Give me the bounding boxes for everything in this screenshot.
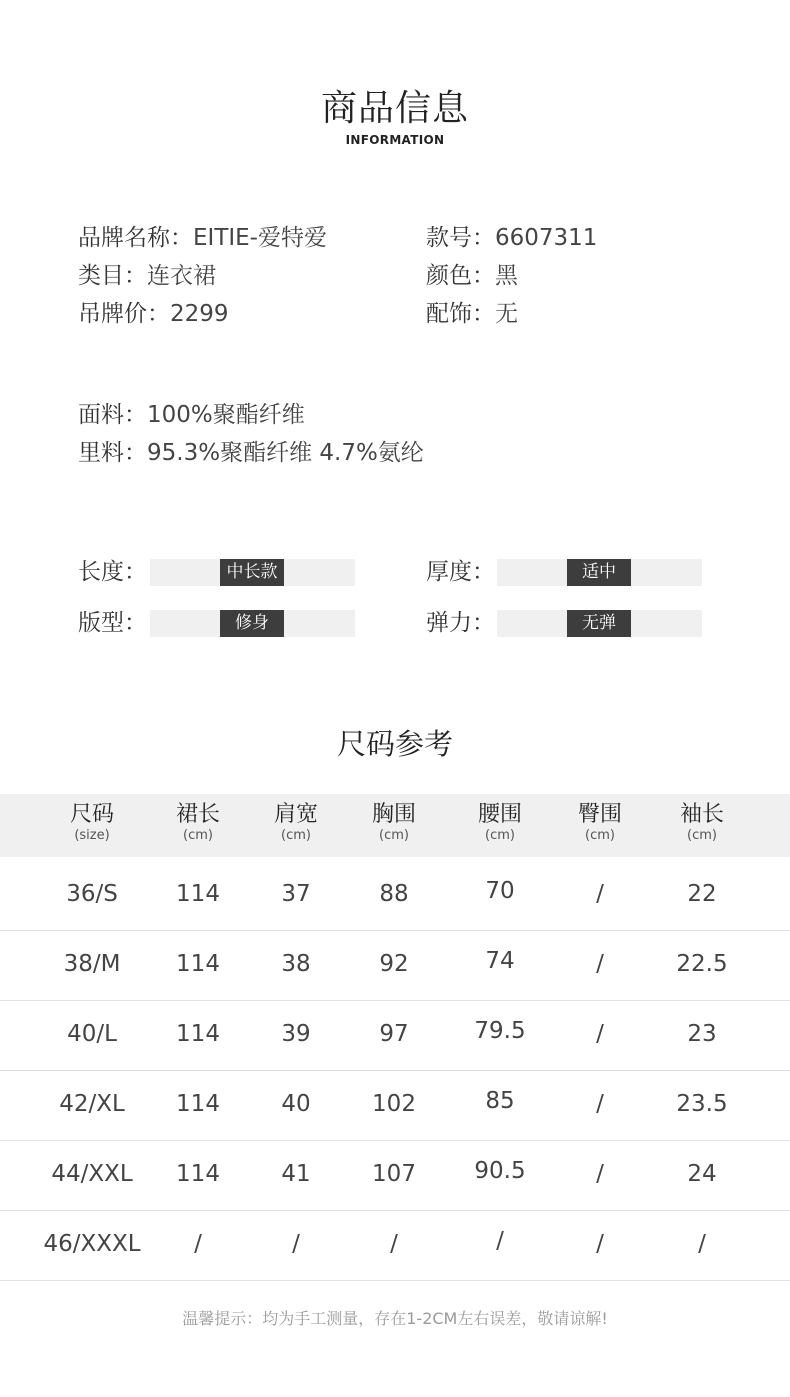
- fit-label: 版型：: [78, 610, 147, 636]
- category-row: [78, 257, 216, 295]
- size-table-header: [0, 794, 790, 857]
- color-value: 黑: [495, 263, 518, 289]
- waist-cell: /: [496, 1228, 504, 1254]
- hip-cell: /: [596, 881, 604, 907]
- brand-label: 品牌名称：: [78, 225, 193, 251]
- header-label: 臀围: [577, 802, 622, 827]
- style-number-row: [426, 219, 597, 257]
- sleeve-cell: /: [698, 1231, 706, 1257]
- dress-length-cell: 114: [176, 1021, 220, 1047]
- size-cell: 40/L: [67, 1021, 117, 1047]
- shoulder-cell: 41: [281, 1161, 311, 1187]
- hip-cell: /: [596, 1231, 604, 1257]
- table-row: [0, 1139, 790, 1211]
- dress-length-cell: /: [194, 1231, 202, 1257]
- thickness-tag: 适中: [567, 559, 631, 586]
- measurement-note: 温馨提示：均为手工测量，存在1-2CM左右误差，敬请谅解!: [182, 1309, 608, 1328]
- accessory-label: 配饰：: [426, 301, 495, 327]
- table-row: [0, 999, 790, 1071]
- header-unit: (cm): [585, 828, 615, 843]
- stretch-scale: [497, 610, 702, 637]
- header-label: 袖长: [679, 802, 724, 827]
- accessory-row: [426, 295, 518, 333]
- header-label: 裙长: [175, 802, 220, 827]
- thickness-label: 厚度：: [426, 559, 495, 585]
- table-row: [0, 859, 790, 931]
- brand-value: EITIE-爱特爱: [193, 225, 327, 251]
- shoulder-cell: 39: [281, 1021, 311, 1047]
- bust-cell: 92: [379, 951, 409, 977]
- bust-cell: 102: [372, 1091, 416, 1117]
- waist-cell: 70: [485, 878, 515, 904]
- size-cell: 44/XXL: [51, 1161, 133, 1187]
- price-value: 2299: [170, 301, 229, 327]
- lining-fabric-label: 里料：: [78, 440, 147, 466]
- shoulder-cell: 37: [281, 881, 311, 907]
- waist-cell: 85: [485, 1088, 515, 1114]
- header-sleeve: [647, 802, 757, 844]
- header-size: [37, 802, 147, 844]
- sleeve-cell: 24: [687, 1161, 717, 1187]
- length-label: 长度：: [78, 559, 147, 585]
- header-label: 尺码: [69, 802, 114, 827]
- length-scale: [150, 559, 355, 586]
- shoulder-cell: /: [292, 1231, 300, 1257]
- accessory-value: 无: [495, 301, 518, 327]
- header-waist: [445, 802, 555, 844]
- table-row: [0, 1209, 790, 1281]
- header-unit: (size): [74, 828, 110, 843]
- outer-fabric-label: 面料：: [78, 402, 147, 428]
- header-label: 胸围: [371, 802, 416, 827]
- dress-length-cell: 114: [176, 951, 220, 977]
- shoulder-cell: 40: [281, 1091, 311, 1117]
- header-hip: [545, 802, 655, 844]
- waist-cell: 90.5: [474, 1158, 526, 1184]
- header-shoulder: [241, 802, 351, 844]
- dress-length-cell: 114: [176, 881, 220, 907]
- thickness-scale: [497, 559, 702, 586]
- page-subtitle: INFORMATION: [345, 133, 445, 147]
- header-unit: (cm): [379, 828, 409, 843]
- bust-cell: 107: [372, 1161, 416, 1187]
- header-label: 腰围: [477, 802, 522, 827]
- page-title: 商品信息: [320, 88, 469, 129]
- bust-cell: 97: [379, 1021, 409, 1047]
- header-unit: (cm): [687, 828, 717, 843]
- waist-cell: 79.5: [474, 1018, 526, 1044]
- hip-cell: /: [596, 951, 604, 977]
- stretch-label: 弹力：: [426, 610, 495, 636]
- color-label: 颜色：: [426, 263, 495, 289]
- lining-fabric-row: [78, 434, 424, 472]
- header-bust: [339, 802, 449, 844]
- brand-row: [78, 219, 327, 257]
- length-tag: 中长款: [220, 559, 284, 586]
- header-dress-length: [143, 802, 253, 844]
- table-row: [0, 929, 790, 1001]
- color-row: [426, 257, 518, 295]
- category-label: 类目：: [78, 263, 147, 289]
- size-cell: 46/XXXL: [43, 1231, 141, 1257]
- size-cell: 42/XL: [59, 1091, 125, 1117]
- size-chart-title: 尺码参考: [336, 727, 453, 761]
- price-label: 吊牌价：: [78, 301, 170, 327]
- shoulder-cell: 38: [281, 951, 311, 977]
- outer-fabric-value: 100%聚酯纤维: [147, 402, 305, 428]
- style-number-value: 6607311: [495, 225, 598, 251]
- sleeve-cell: 23.5: [676, 1091, 728, 1117]
- hip-cell: /: [596, 1161, 604, 1187]
- size-cell: 38/M: [63, 951, 121, 977]
- header-label: 肩宽: [273, 802, 318, 827]
- sleeve-cell: 23: [687, 1021, 717, 1047]
- header-unit: (cm): [281, 828, 311, 843]
- stretch-tag: 无弹: [567, 610, 631, 637]
- category-value: 连衣裙: [147, 263, 216, 289]
- section-header: [0, 86, 790, 148]
- table-row: [0, 1069, 790, 1141]
- fit-tag: 修身: [220, 610, 284, 637]
- bust-cell: 88: [379, 881, 409, 907]
- size-cell: 36/S: [66, 881, 118, 907]
- sleeve-cell: 22.5: [676, 951, 728, 977]
- fit-scale: [150, 610, 355, 637]
- sleeve-cell: 22: [687, 881, 717, 907]
- hip-cell: /: [596, 1091, 604, 1117]
- lining-fabric-value: 95.3%聚酯纤维 4.7%氨纶: [147, 440, 424, 466]
- style-number-label: 款号：: [426, 225, 495, 251]
- bust-cell: /: [390, 1231, 398, 1257]
- dress-length-cell: 114: [176, 1091, 220, 1117]
- header-unit: (cm): [183, 828, 213, 843]
- outer-fabric-row: [78, 396, 305, 434]
- header-unit: (cm): [485, 828, 515, 843]
- waist-cell: 74: [485, 948, 515, 974]
- hip-cell: /: [596, 1021, 604, 1047]
- price-row: [78, 295, 229, 333]
- dress-length-cell: 114: [176, 1161, 220, 1187]
